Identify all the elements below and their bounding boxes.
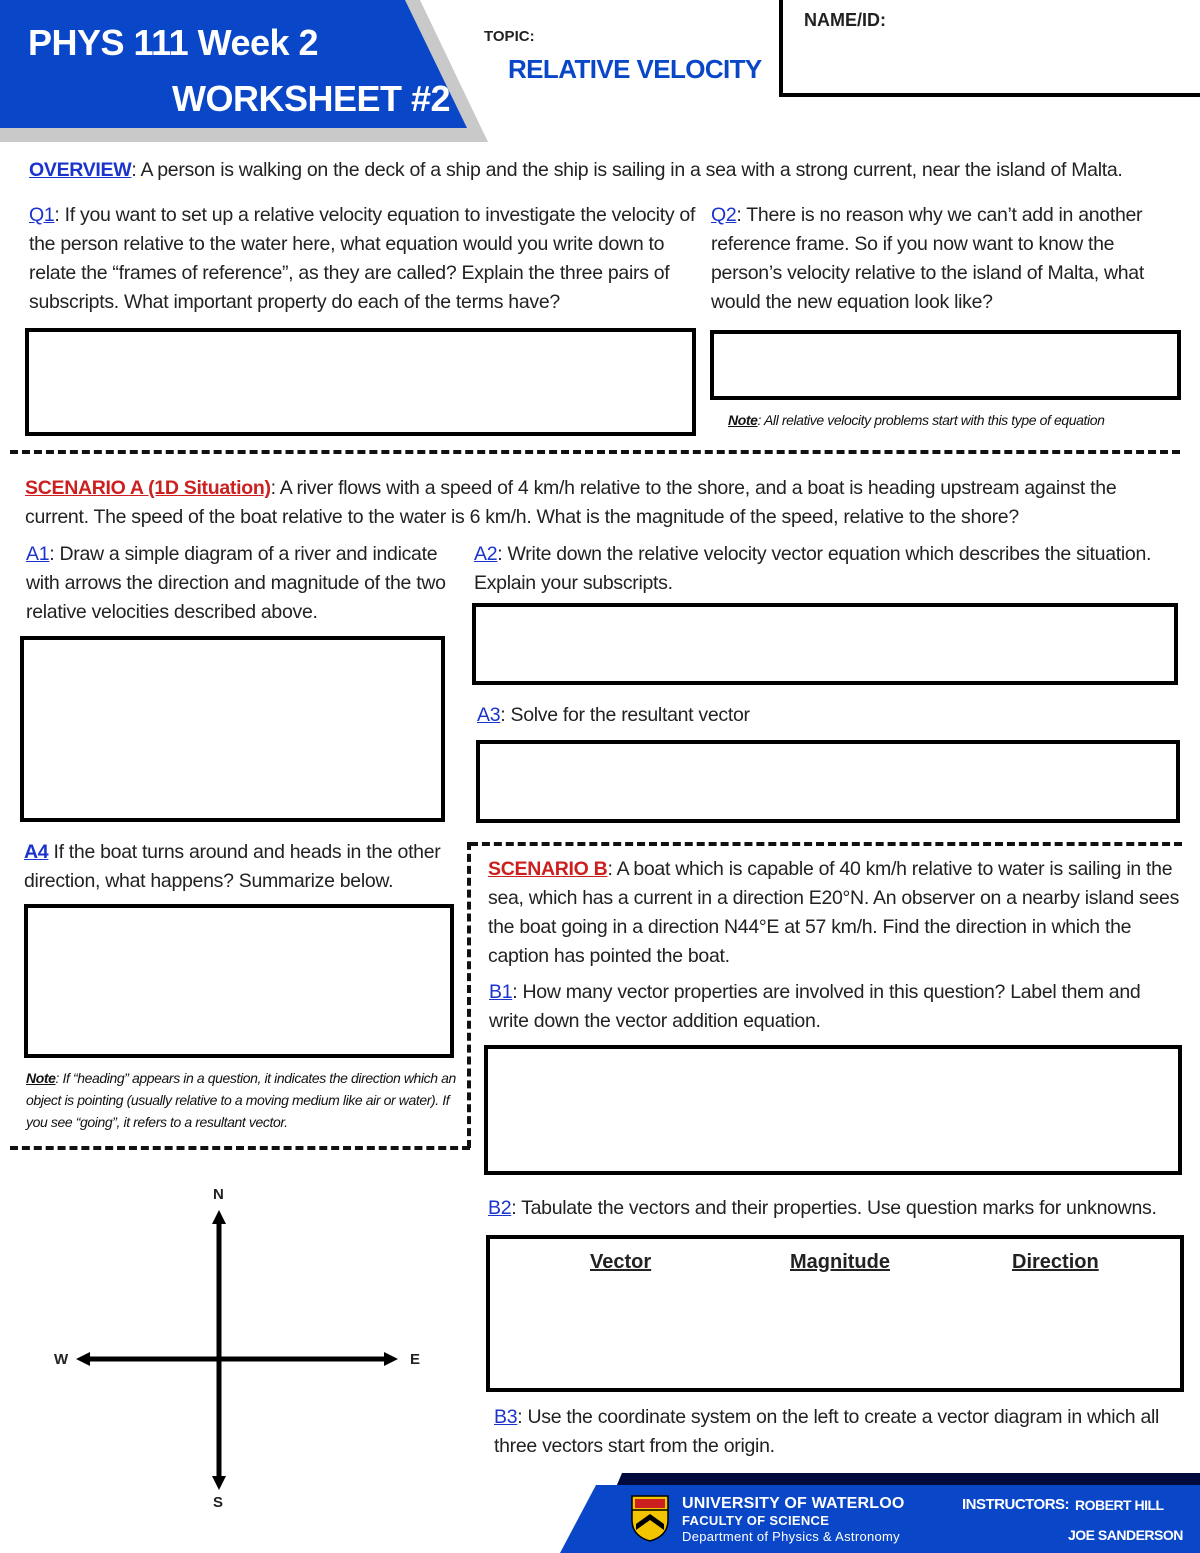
- table-header-vector: Vector: [590, 1251, 652, 1273]
- b2: [488, 1194, 1188, 1223]
- b1: [489, 978, 1179, 1036]
- scenario-b-label: SCENARIO B: [488, 858, 608, 880]
- b1-answer-box[interactable]: [484, 1045, 1182, 1175]
- overview-text: : A person is walking on the deck of a ship and the ship is sailing in a sea with a strong current, near the island of Malta.: [131, 159, 1123, 181]
- a4-text: If the boat turns around and heads in the other direction, what happens? Summarize below.: [24, 841, 441, 892]
- b2-label: B2: [488, 1197, 512, 1219]
- a3-answer-box[interactable]: [476, 740, 1180, 823]
- note-equation-text: : All relative velocity problems start with this type of equation: [757, 412, 1105, 428]
- table-header-magnitude: Magnitude: [790, 1251, 890, 1273]
- a3-label: A3: [477, 704, 501, 726]
- b3-label: B3: [494, 1406, 518, 1428]
- overview-label: OVERVIEW: [29, 159, 132, 181]
- b3: [494, 1403, 1184, 1461]
- a4-answer-box[interactable]: [24, 904, 454, 1058]
- b1-label: B1: [489, 981, 513, 1003]
- compass-s: S: [213, 1494, 224, 1511]
- scenario-b-divider-left: [467, 842, 471, 1148]
- worksheet-title: WORKSHEET #2: [172, 78, 451, 119]
- section-divider: [10, 450, 1180, 454]
- arrow-north-icon: [212, 1210, 226, 1224]
- a1: [26, 540, 451, 627]
- note-heading-label: Note: [26, 1070, 56, 1086]
- footer-instructor-2: JOE SANDERSON: [1068, 1527, 1183, 1543]
- a2-text: : Write down the relative velocity vector equation which describes the situation. Explain your subscripts.: [474, 543, 1152, 594]
- scenario-a: [25, 474, 1185, 532]
- a2: [474, 540, 1184, 598]
- scenario-a-text: : A river flows with a speed of 4 km/h relative to the shore, and a boat is heading upstream against the current. The speed of the boat relative to the water is 6 km/h. What is the magnitude of the speed, relative to the shore?: [25, 477, 1117, 528]
- q1-text: : If you want to set up a relative velocity equation to investigate the velocity of the person relative to the water here, what equation would you write down to relate the “frames of reference”, as they are called? Explain the three pairs of subscripts. What important property do each of the terms have?: [29, 204, 696, 313]
- note-equation: [728, 409, 1188, 431]
- a1-text: : Draw a simple diagram of a river and indicate with arrows the direction and magnitude of the two relative velocities described above.: [26, 543, 446, 623]
- q2-answer-box[interactable]: [710, 330, 1181, 400]
- coordinate-system[interactable]: [40, 1180, 460, 1520]
- scenario-b: [488, 855, 1188, 971]
- q2: [711, 201, 1181, 317]
- footer-instructors-label: INSTRUCTORS:: [962, 1496, 1070, 1513]
- q1: [29, 201, 699, 317]
- a2-label: A2: [474, 543, 498, 565]
- overview: [29, 156, 1189, 185]
- a3: [477, 701, 1177, 730]
- arrow-east-icon: [384, 1352, 398, 1366]
- arrow-west-icon: [76, 1352, 90, 1366]
- footer-faculty: FACULTY OF SCIENCE: [682, 1513, 830, 1528]
- q1-label: Q1: [29, 204, 55, 226]
- a2-answer-box[interactable]: [472, 603, 1178, 685]
- b1-text: : How many vector properties are involved in this question? Label them and write down the vector addition equation.: [489, 981, 1141, 1032]
- q1-answer-box[interactable]: [25, 328, 696, 436]
- footer-instructor-1: ROBERT HILL: [1075, 1497, 1164, 1513]
- name-id-label: NAME/ID:: [804, 10, 886, 30]
- a1-label: A1: [26, 543, 50, 565]
- scenario-a-label: SCENARIO A (1D Situation): [25, 477, 271, 499]
- note-heading: [26, 1067, 456, 1133]
- a4: [24, 838, 464, 896]
- a4-label: A4: [24, 841, 49, 863]
- course-title: PHYS 111 Week 2: [28, 22, 319, 63]
- table-header-direction: Direction: [1012, 1251, 1099, 1273]
- arrow-south-icon: [212, 1476, 226, 1490]
- b3-text: : Use the coordinate system on the left to create a vector diagram in which all three vectors start from the origin.: [494, 1406, 1160, 1457]
- footer-university: UNIVERSITY OF WATERLOO: [682, 1495, 905, 1512]
- university-crest-icon: [630, 1494, 670, 1542]
- q2-label: Q2: [711, 204, 737, 226]
- compass-e: E: [410, 1351, 421, 1368]
- a1-answer-box[interactable]: [20, 636, 445, 822]
- scenario-a-divider-bottom: [10, 1146, 470, 1150]
- topic-label: TOPIC:: [484, 28, 535, 45]
- scenario-b-divider-top: [470, 842, 1182, 846]
- scenario-b-text: : A boat which is capable of 40 km/h relative to water is sailing in the sea, which has a current in a direction E20°N. An observer on a nearby island sees the boat going in a direction N44°E at 57 km/h. Find the direction in which the caption has pointed the boat.: [488, 858, 1180, 967]
- note-equation-label: Note: [728, 412, 758, 428]
- compass-w: W: [54, 1351, 69, 1368]
- footer-department: Department of Physics & Astronomy: [682, 1529, 900, 1544]
- compass-n: N: [213, 1186, 224, 1203]
- q2-text: : There is no reason why we can’t add in another reference frame. So if you now want to know the person’s velocity relative to the island of Malta, what would the new equation look like?: [711, 204, 1144, 313]
- b2-text: : Tabulate the vectors and their properties. Use question marks for unknowns.: [511, 1197, 1157, 1219]
- a3-text: : Solve for the resultant vector: [500, 704, 750, 726]
- b2-table[interactable]: [486, 1235, 1184, 1392]
- topic-title: RELATIVE VELOCITY: [508, 54, 762, 84]
- note-heading-text: : If “heading” appears in a question, it indicates the direction which an object is pointing (usually relative to a moving medium like air or water). If you see “going”, it refers to a resultant vector.: [26, 1070, 456, 1130]
